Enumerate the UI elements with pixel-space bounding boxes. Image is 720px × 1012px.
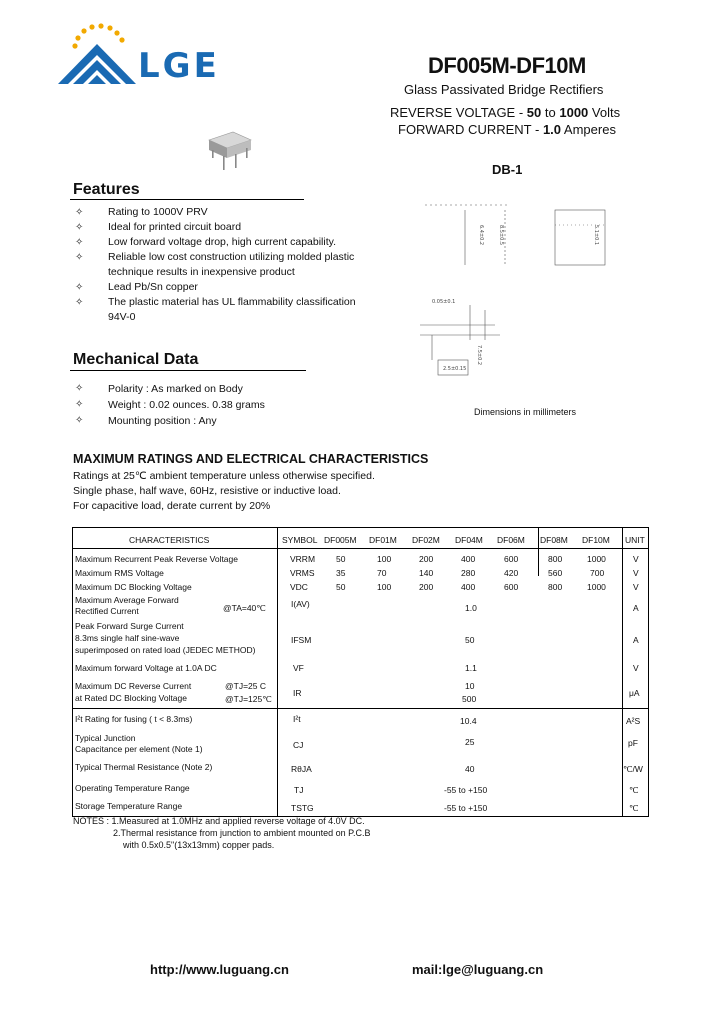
header-unit: UNIT (625, 535, 645, 545)
package-dimension-drawing (410, 180, 640, 430)
forward-current-spec: FORWARD CURRENT - 1.0 Amperes (398, 122, 616, 137)
characteristics-table: CHARACTERISTICS SYMBOL DF005M DF01M DF02M DF04M DF06M DF08M DF10M UNIT Maximum Recurrent Peak Reverse Voltage VRRM 50 100 200 400 600 800 1000 V Maximum RMS Voltage VRMS 35 70 140 280 420 560 700 V Maximum DC Blocking Voltage VDC 50 100 200 400 600 800 1000 V Maximum Average Forward Rectified Current @TA=40℃ I(AV) 1.0 A Peak Forward Surge Current 8.3ms single half sine-wave superimposed on rated load (JEDEC METHOD) IFSM 50 A Maximum forward Voltage at 1.0A DC VF 1.1 V Maximum DC Reverse Current at Rated DC Blocking Voltage @TJ=25 C @TJ=125℃ IR 10 500 μA I²t Rating for fusing ( t < 8.3ms) I²t 10.4 A²S Typical Junction Capacitance per element (Note 1) CJ 25 pF Typical Thermal Resistance (Note 2) RθJA 40 ℃/W Operating Temperature Range TJ -55 to +150 ℃ Storage Temperature Range TSTG -55 to +150 ℃ (72, 527, 649, 817)
header-df08m: DF08M (540, 535, 568, 545)
ratings-title: MAXIMUM RATINGS AND ELECTRICAL CHARACTERISTICS (73, 452, 429, 466)
list-item: ✧ Ideal for printed circuit board (75, 221, 242, 233)
header-df01m: DF01M (369, 535, 397, 545)
bullet-icon: ✧ (75, 297, 84, 308)
email-link[interactable]: mail:lge@luguang.cn (412, 962, 544, 977)
list-item: ✧ Mounting position : Any (75, 415, 217, 427)
product-subtitle: Glass Passivated Bridge Rectifiers (404, 82, 604, 97)
mountain-mark-icon (58, 44, 136, 84)
notes: NOTES : 1.Measured at 1.0MHz and applied reverse voltage of 4.0V DC. 2.Thermal resistance from junction to ambient mounted on P.C.B with 0.5x0.5"(13x13mm) copper pads. (73, 816, 371, 850)
features-rule (70, 199, 304, 200)
bullet-icon: ✧ (75, 237, 84, 248)
list-item: ✧ Polarity : As marked on Body (75, 383, 243, 395)
dim-label: 6.4±0.2 (478, 225, 484, 246)
list-item: ✧ The plastic material has UL flammability classification 94V-0 (75, 296, 356, 323)
list-item: ✧ Rating to 1000V PRV (75, 206, 208, 218)
bullet-icon: ✧ (75, 252, 84, 263)
dim-label: 8.5±0.5 (498, 225, 504, 246)
sun-rays-icon (72, 23, 124, 48)
features-title: Features (73, 181, 140, 198)
header-characteristics: CHARACTERISTICS (129, 535, 210, 545)
list-item: ✧ Lead Pb/Sn copper (75, 281, 198, 293)
mechanical-rule (70, 370, 306, 371)
reverse-voltage-spec: REVERSE VOLTAGE - 50 to 1000 Volts (390, 105, 621, 120)
component-photo (203, 130, 255, 174)
header-df04m: DF04M (455, 535, 483, 545)
dim-label: 5.1±0.1 (593, 225, 599, 246)
header-symbol: SYMBOL (282, 535, 318, 545)
package-label: DB-1 (492, 162, 523, 177)
bullet-icon: ✧ (75, 207, 84, 218)
dim-label: 2.5±0.15 (443, 366, 467, 372)
bullet-icon: ✧ (75, 383, 84, 394)
part-number-title: DF005M-DF10M (428, 53, 586, 78)
dim-label: 7.5±0.2 (476, 345, 482, 366)
list-item: ✧ Low forward voltage drop, high current capability. (75, 236, 337, 248)
brand-name: LGE (138, 46, 220, 86)
list-item: ✧ Reliable low cost construction utilizing molded plastic technique results in inexpensive product (75, 251, 355, 278)
dimension-caption: Dimensions in millimeters (474, 407, 577, 417)
ratings-conditions: Ratings at 25℃ ambient temperature unless otherwise specified. Single phase, half wave, 60Hz, resistive or inductive load. For capacitive load, derate current by 20% (73, 470, 375, 512)
bullet-icon: ✧ (75, 222, 84, 233)
table-divider (538, 528, 539, 576)
bullet-icon: ✧ (75, 282, 84, 293)
header-df06m: DF06M (497, 535, 525, 545)
dim-label: 0.05±0.1 (432, 299, 456, 305)
bullet-icon: ✧ (75, 415, 84, 426)
features-list (73, 205, 373, 325)
header-df005m: DF005M (324, 535, 357, 545)
mechanical-list (73, 381, 373, 429)
header-df02m: DF02M (412, 535, 440, 545)
list-item: ✧ Weight : 0.02 ounces. 0.38 grams (75, 399, 265, 411)
table-divider (73, 708, 648, 709)
mechanical-title: Mechanical Data (73, 351, 199, 368)
website-link[interactable]: http://www.luguang.cn (150, 962, 289, 977)
header-df10m: DF10M (582, 535, 610, 545)
table-divider (73, 548, 648, 549)
bullet-icon: ✧ (75, 399, 84, 410)
table-divider (277, 528, 278, 816)
